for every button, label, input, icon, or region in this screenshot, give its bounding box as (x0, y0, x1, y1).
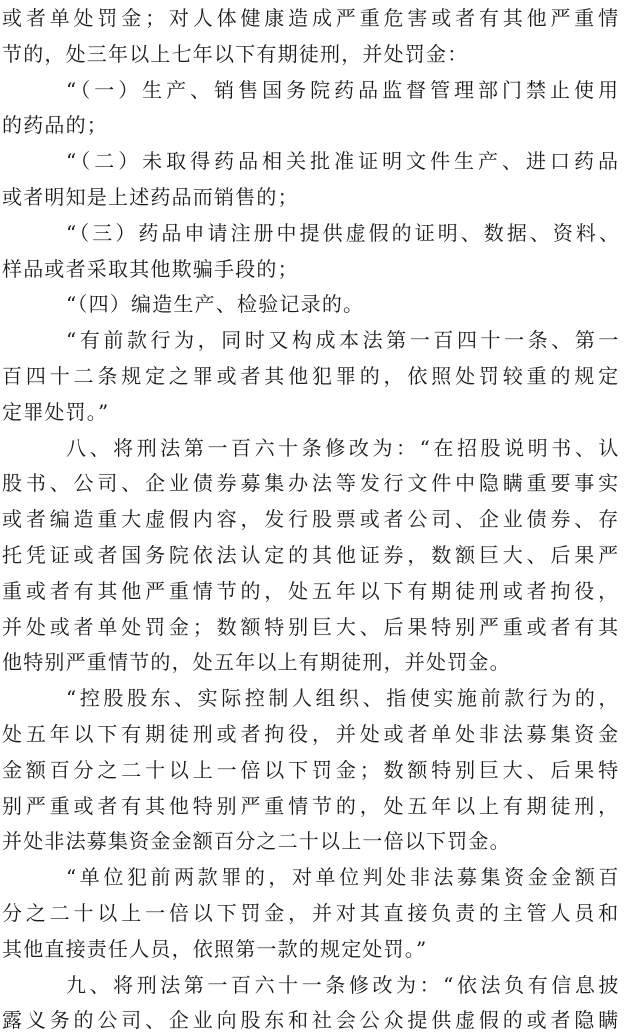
text-line: 或者明知是上述药品而销售的； (2, 185, 299, 209)
text-line: 九、将刑法第一百六十一条修改为：“依法负有信息披 (66, 972, 622, 997)
text-line: 并处非法募集资金金额百分之二十以上一倍以下罚金。 (2, 829, 511, 854)
text-line: “有前款行为，同时又构成本法第一百四十一条、第一 (66, 328, 622, 353)
text-line: “（四）编造生产、检验记录的。 (66, 292, 365, 317)
text-line: 处五年以下有期徒刑或者拘役，并处或者单处非法募集资金 (2, 722, 622, 746)
text-line: 分之二十以上一倍以下罚金，并对其直接负责的主管人员和 (2, 901, 622, 925)
text-line: 托凭证或者国务院依法认定的其他证券，数额巨大、后果严 (2, 543, 622, 567)
text-line: 八、将刑法第一百六十条修改为：“在招股说明书、认 (66, 435, 622, 460)
text-line: “单位犯前两款罪的，对单位判处非法募集资金金额百 (66, 865, 622, 890)
text-line: 百四十二条规定之罪或者其他犯罪的，依照处罚较重的规定 (2, 364, 622, 388)
text-line: “（一）生产、销售国务院药品监督管理部门禁止使用 (66, 77, 622, 102)
text-line: 的药品的； (2, 113, 108, 138)
text-line: 露义务的公司、企业向股东和社会公众提供虚假的或者隐瞒 (2, 1008, 622, 1033)
text-line: “（三）药品申请注册中提供虚假的证明、数据、资料、 (66, 220, 622, 245)
text-line: 节的，处三年以上七年以下有期徒刑，并处罚金： (2, 41, 469, 66)
text-line: “控股股东、实际控制人组织、指使实施前款行为的， (66, 686, 622, 711)
text-line: 他特别严重情节的，处五年以上有期徒刑，并处罚金。 (2, 650, 511, 675)
text-line: “（二）未取得药品相关批准证明文件生产、进口药品 (66, 149, 622, 174)
text-line: 其他直接责任人员，依照第一款的规定处罚。” (2, 936, 428, 961)
text-line: 样品或者采取其他欺骗手段的； (2, 256, 299, 281)
text-line: 金额百分之二十以上一倍以下罚金；数额特别巨大、后果特 (2, 757, 622, 782)
text-line: 并处或者单处罚金；数额特别巨大、后果特别严重或者有其 (2, 614, 622, 639)
text-line: 股书、公司、企业债券募集办法等发行文件中隐瞒重要事实 (2, 471, 622, 496)
text-line: 别严重或者有其他特别严重情节的，处五年以上有期徒刑， (2, 793, 622, 818)
text-line: 重或者有其他严重情节的，处五年以下有期徒刑或者拘役， (2, 578, 622, 603)
text-line: 定罪处罚。” (2, 399, 110, 424)
text-line: 或者编造重大虚假内容，发行股票或者公司、企业债券、存 (2, 507, 622, 532)
text-line: 或者单处罚金；对人体健康造成严重危害或者有其他严重情 (2, 6, 622, 30)
